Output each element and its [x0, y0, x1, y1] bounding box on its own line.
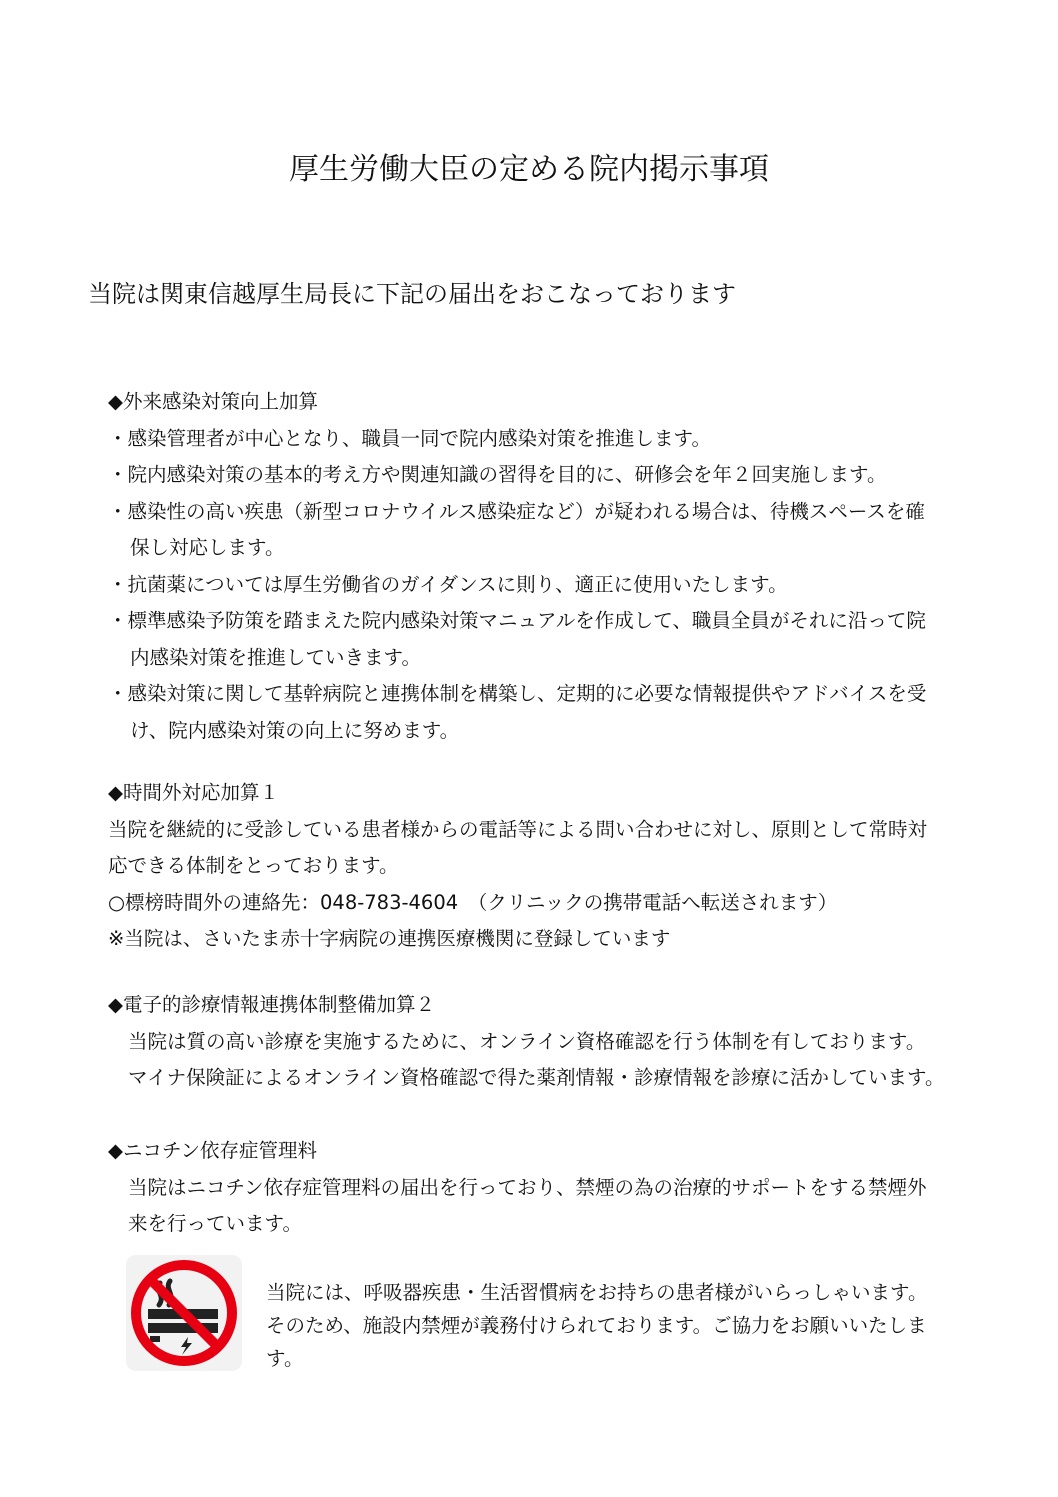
section-heading: ◆ニコチン依存症管理料 [108, 1139, 318, 1162]
section-heading: ◆外来感染対策向上加算 [108, 390, 318, 413]
no-smoking-notice [266, 1276, 1026, 1375]
notice-line: そのため、施設内禁煙が義務付けられております。ご協力をお願いいたしま [266, 1314, 927, 1337]
paragraph-line: 当院を継続的に受診している患者様からの電話等による問い合わせに対し、原則として常時対 [108, 817, 928, 841]
page-title: 厚生労働大臣の定める院内掲示事項 [289, 152, 769, 187]
list-item [108, 494, 1008, 567]
list-item-text: ・感染管理者が中心となり、職員一同で院内感染対策を推進します。 [108, 426, 711, 450]
section-after-hours [108, 775, 1008, 958]
contact-line: ○標榜時間外の連絡先：048-783-4604 （クリニックの携帯電話へ転送されます） [108, 890, 838, 914]
paragraph-line: 当院は質の高い診療を実施するために、オンライン資格確認を行う体制を有しております。 [128, 1029, 926, 1053]
intro-text: 当院は関東信越厚生局長に下記の届出をおこなっております [88, 280, 736, 308]
note-line: ※当院は、さいたま赤十字病院の連携医療機関に登録しています [108, 927, 671, 950]
list-item-text: ・感染対策に関して基幹病院と連携体制を構築し、定期的に必要な情報提供やアドバイスを受 [108, 682, 927, 705]
list-item-text: ・抗菌薬については厚生労働省のガイダンスに則り、適正に使用いたします。 [108, 572, 788, 596]
list-item [108, 567, 1008, 604]
paragraph-line: 当院はニコチン依存症管理料の届出を行っており、禁煙の為の治療的サポートをする禁煙外 [128, 1175, 927, 1199]
section-electronic-info [108, 987, 1008, 1097]
section-infection-control [108, 384, 1008, 749]
list-item-text: ・感染性の高い疾患（新型コロナウイルス感染症など）が疑われる場合は、待機スペースを確 [108, 499, 925, 523]
paragraph-line: 来を行っています。 [128, 1212, 302, 1235]
paragraph-line: マイナ保険証によるオンライン資格確認で得た薬剤情報・診療情報を診療に活かしています。 [128, 1066, 945, 1089]
section-heading: ◆時間外対応加算１ [108, 781, 279, 804]
section-nicotine [108, 1133, 1008, 1243]
list-item [108, 603, 1008, 676]
no-smoking-icon [126, 1255, 242, 1371]
list-item-text: ・院内感染対策の基本的考え方や関連知識の習得を目的に、研修会を年２回実施します。 [108, 463, 887, 486]
list-item-continuation: 保し対応します。 [130, 536, 285, 559]
section-heading: ◆電子的診療情報連携体制整備加算２ [108, 993, 435, 1016]
notice-line: 当院には、呼吸器疾患・生活習慣病をお持ちの患者様がいらっしゃいます。 [266, 1281, 928, 1304]
list-item-continuation: け、院内感染対策の向上に努めます。 [130, 718, 460, 742]
list-item-continuation: 内感染対策を推進していきます。 [130, 645, 421, 669]
notice-line: す。 [266, 1347, 304, 1370]
paragraph-line: 応できる体制をとっております。 [108, 854, 399, 877]
list-item-text: ・標準感染予防策を踏まえた院内感染対策マニュアルを作成して、職員全員がそれに沿って院 [108, 609, 926, 632]
list-item [108, 457, 1008, 494]
list-item [108, 676, 1008, 749]
list-item [108, 421, 1008, 458]
